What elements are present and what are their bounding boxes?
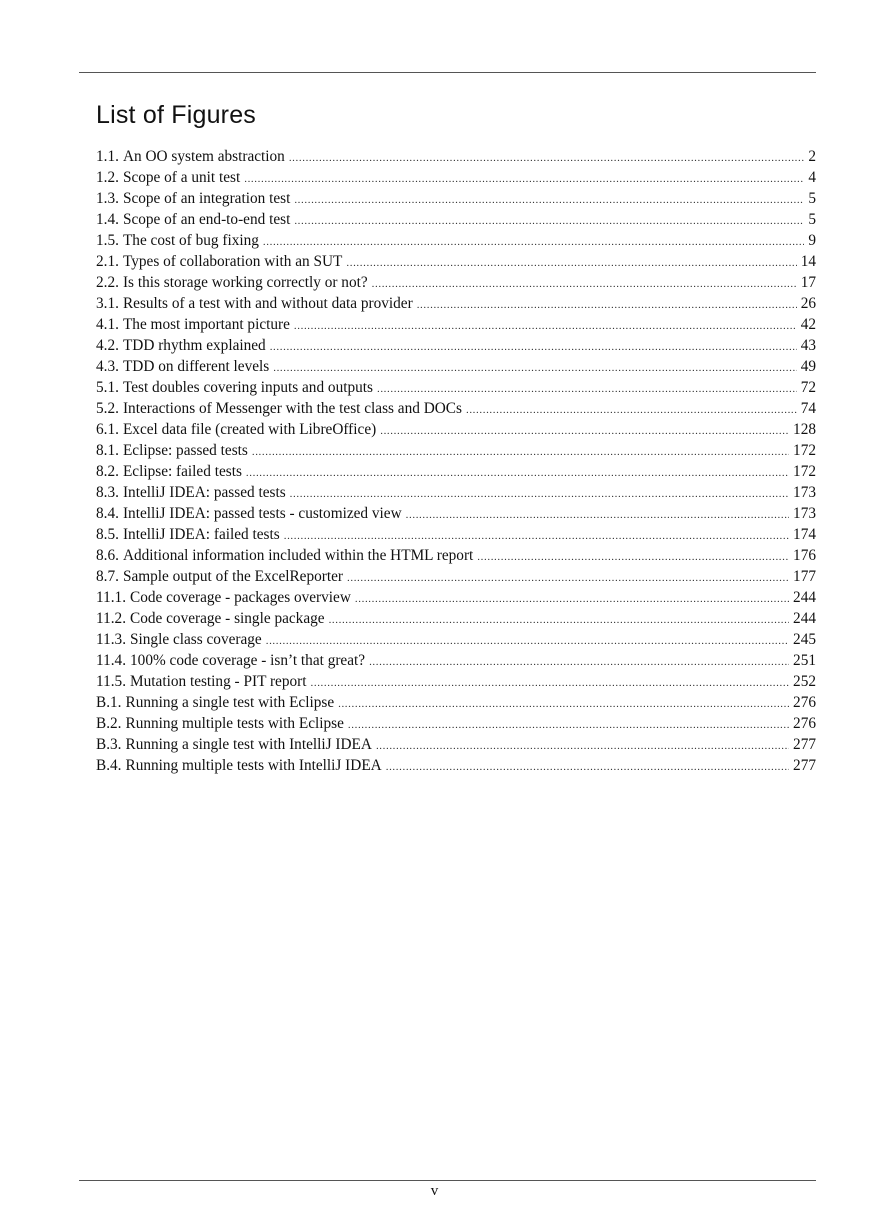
figure-page-number: 17 [800, 274, 816, 291]
dot-leader [311, 673, 790, 692]
dot-leader [369, 652, 789, 671]
dot-leader [346, 253, 796, 272]
figure-title: Sample output of the ExcelReporter [122, 568, 343, 585]
figure-number: 5.1. [96, 379, 119, 396]
dot-leader [263, 232, 804, 251]
figure-page-number: 173 [793, 484, 816, 501]
figure-page-number: 245 [793, 631, 816, 648]
dot-leader [372, 274, 797, 293]
figure-title: Scope of an integration test [122, 190, 291, 207]
dot-leader [246, 463, 789, 482]
figure-page-number: 128 [793, 421, 816, 438]
dot-leader [329, 610, 789, 629]
figure-page-number: 244 [793, 589, 816, 606]
figure-number: 4.1. [96, 316, 119, 333]
dot-leader [289, 148, 805, 167]
dot-leader [290, 484, 789, 503]
figure-number: 8.3. [96, 484, 119, 501]
figure-number: B.4. [96, 757, 122, 774]
figure-title: IntelliJ IDEA: failed tests [122, 526, 280, 543]
figure-entry[interactable] [96, 545, 816, 566]
figure-number: 8.5. [96, 526, 119, 543]
figure-entry[interactable] [96, 314, 816, 335]
figure-title: TDD on different levels [122, 358, 270, 375]
figure-page-number: 49 [800, 358, 816, 375]
figure-page-number: 251 [793, 652, 816, 669]
figure-entry[interactable] [96, 398, 816, 419]
figure-page-number: 9 [808, 232, 816, 249]
figure-entry[interactable] [96, 293, 816, 314]
dot-leader [270, 337, 797, 356]
dot-leader [294, 316, 797, 335]
figure-number: 2.2. [96, 274, 119, 291]
figure-title: Excel data file (created with LibreOffice) [122, 421, 377, 438]
figure-entry[interactable] [96, 524, 816, 545]
figure-number: B.1. [96, 694, 122, 711]
dot-leader [466, 400, 797, 419]
footer-rule [79, 1180, 816, 1181]
dot-leader [347, 568, 789, 587]
figure-number: 1.2. [96, 169, 119, 186]
figure-page-number: 173 [793, 505, 816, 522]
figure-page-number: 5 [808, 190, 816, 207]
figure-number: 11.1. [96, 589, 127, 606]
figure-entry[interactable] [96, 755, 816, 776]
figure-entry[interactable] [96, 251, 816, 272]
figure-number: 4.2. [96, 337, 119, 354]
figure-entry[interactable] [96, 230, 816, 251]
figure-number: 11.2. [96, 610, 127, 627]
figure-number: 8.6. [96, 547, 119, 564]
figure-number: 11.4. [96, 652, 127, 669]
figure-title: The cost of bug fixing [122, 232, 259, 249]
figure-number: 1.1. [96, 148, 119, 165]
figure-page-number: 176 [793, 547, 816, 564]
figure-number: 8.2. [96, 463, 119, 480]
dot-leader [266, 631, 789, 650]
figure-number: 11.5. [96, 673, 127, 690]
figure-page-number: 277 [793, 736, 816, 753]
figure-page-number: 244 [793, 610, 816, 627]
figure-number: 5.2. [96, 400, 119, 417]
figure-title: IntelliJ IDEA: passed tests [122, 484, 286, 501]
figure-page-number: 276 [793, 715, 816, 732]
figure-page-number: 177 [793, 568, 816, 585]
dot-leader [284, 526, 789, 545]
page-title: List of Figures [96, 101, 257, 129]
figure-page-number: 14 [800, 253, 816, 270]
figure-entry[interactable] [96, 629, 816, 650]
figure-entry[interactable] [96, 356, 816, 377]
figure-title: Single class coverage [130, 631, 262, 648]
figure-page-number: 4 [808, 169, 816, 186]
figure-title: Scope of an end-to-end test [122, 211, 291, 228]
figure-number: B.2. [96, 715, 122, 732]
dot-leader [406, 505, 789, 524]
figure-page-number: 74 [800, 400, 816, 417]
figure-entry[interactable] [96, 566, 816, 587]
figure-number: 3.1. [96, 295, 119, 312]
dot-leader [386, 757, 789, 776]
figure-page-number: 42 [800, 316, 816, 333]
dot-leader [294, 190, 804, 209]
figure-title: The most important picture [122, 316, 290, 333]
figure-title: Eclipse: passed tests [122, 442, 248, 459]
figure-page-number: 72 [800, 379, 816, 396]
figure-page-number: 172 [793, 463, 816, 480]
figure-number: 11.3. [96, 631, 127, 648]
figure-title: Is this storage working correctly or not? [122, 274, 368, 291]
header-rule [79, 72, 816, 73]
figure-page-number: 277 [793, 757, 816, 774]
figure-title: Code coverage - packages overview [130, 589, 351, 606]
figure-page-number: 2 [808, 148, 816, 165]
figure-title: An OO system abstraction [122, 148, 285, 165]
figure-entry[interactable] [96, 272, 816, 293]
figure-title: Test doubles covering inputs and outputs [122, 379, 373, 396]
figure-page-number: 276 [793, 694, 816, 711]
figures-list [96, 146, 816, 776]
figure-number: 1.4. [96, 211, 119, 228]
dot-leader [244, 169, 804, 188]
figure-entry[interactable] [96, 335, 816, 356]
figure-number: 8.1. [96, 442, 119, 459]
figure-title: 100% code coverage - isn’t that great? [130, 652, 366, 669]
dot-leader [252, 442, 789, 461]
figure-entry[interactable] [96, 461, 816, 482]
figure-title: Interactions of Messenger with the test class and DOCs [122, 400, 462, 417]
figure-entry[interactable] [96, 671, 816, 692]
figure-title: IntelliJ IDEA: passed tests - customized view [122, 505, 402, 522]
figure-page-number: 43 [800, 337, 816, 354]
figure-title: Running a single test with Eclipse [125, 694, 335, 711]
figure-title: Mutation testing - PIT report [130, 673, 307, 690]
figure-title: Additional information included within the HTML report [122, 547, 474, 564]
dot-leader [376, 736, 789, 755]
figure-number: 1.3. [96, 190, 119, 207]
figure-page-number: 252 [793, 673, 816, 690]
figure-entry[interactable] [96, 167, 816, 188]
dot-leader [294, 211, 804, 230]
figure-page-number: 174 [793, 526, 816, 543]
figure-entry[interactable] [96, 377, 816, 398]
figure-entry[interactable] [96, 440, 816, 461]
dot-leader [338, 694, 789, 713]
figure-entry[interactable] [96, 650, 816, 671]
figure-page-number: 172 [793, 442, 816, 459]
figure-title: Running a single test with IntelliJ IDEA [125, 736, 372, 753]
figure-number: 8.7. [96, 568, 119, 585]
figure-entry[interactable] [96, 188, 816, 209]
figure-entry[interactable] [96, 587, 816, 608]
figure-number: 4.3. [96, 358, 119, 375]
page-number: v [430, 1183, 439, 1199]
dot-leader [348, 715, 789, 734]
dot-leader [355, 589, 789, 608]
dot-leader [273, 358, 796, 377]
figure-number: 8.4. [96, 505, 119, 522]
figure-entry[interactable] [96, 209, 816, 230]
figure-entry[interactable] [96, 482, 816, 503]
figure-entry[interactable] [96, 608, 816, 629]
dot-leader [377, 379, 797, 398]
figure-title: Code coverage - single package [130, 610, 325, 627]
figure-entry[interactable] [96, 419, 816, 440]
figure-title: Types of collaboration with an SUT [122, 253, 343, 270]
figure-page-number: 26 [800, 295, 816, 312]
figure-number: 2.1. [96, 253, 119, 270]
figure-title: Scope of a unit test [122, 169, 241, 186]
figure-number: 1.5. [96, 232, 119, 249]
figure-title: Results of a test with and without data provider [122, 295, 413, 312]
dot-leader [477, 547, 789, 566]
figure-page-number: 5 [808, 211, 816, 228]
figure-entry[interactable] [96, 503, 816, 524]
figure-entry[interactable] [96, 146, 816, 167]
figure-number: 6.1. [96, 421, 119, 438]
figure-title: TDD rhythm explained [122, 337, 266, 354]
figure-entry[interactable] [96, 692, 816, 713]
dot-leader [417, 295, 797, 314]
figure-title: Running multiple tests with Eclipse [125, 715, 344, 732]
figure-title: Eclipse: failed tests [122, 463, 242, 480]
figure-title: Running multiple tests with IntelliJ IDEA [125, 757, 382, 774]
dot-leader [380, 421, 789, 440]
figure-entry[interactable] [96, 713, 816, 734]
figure-number: B.3. [96, 736, 122, 753]
figure-entry[interactable] [96, 734, 816, 755]
